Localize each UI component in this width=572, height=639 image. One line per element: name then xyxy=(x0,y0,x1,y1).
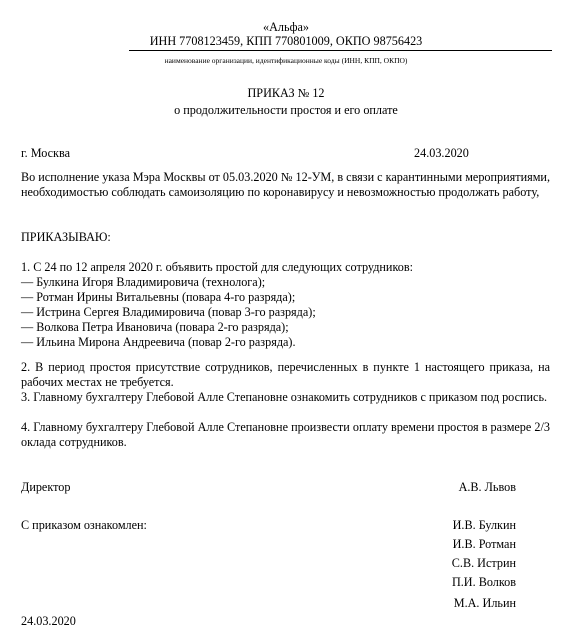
order-item-2: 2. В период простоя присутствие сотрудников, перечисленных в пункте 1 настоящего приказа, на рабочих местах не требуется. xyxy=(21,360,550,389)
signature-name: С.В. Истрин xyxy=(451,556,516,570)
order-title: ПРИКАЗ № 12 xyxy=(247,86,325,100)
director-name: А.В. Львов xyxy=(458,480,516,494)
order-item-4: 4. Главному бухгалтеру Глебовой Алле Степановне произвести оплату времени простоя в размере 2/3 оклада сотрудников. xyxy=(21,420,550,449)
signature-name: И.В. Ротман xyxy=(452,537,516,551)
org-name: «Альфа» xyxy=(263,20,309,34)
employee-item: — Истрина Сергея Владимировича (повар 3-го разряда); xyxy=(21,305,316,319)
employee-item: — Булкина Игоря Владимировича (технолога); xyxy=(21,275,266,289)
order-preamble: Во исполнение указа Мэра Москвы от 05.03.2020 № 12-УМ, в связи с карантинными мероприятиями, необходимостью соблюдать самоизоляцию по коронавирусу и невозможностью продолжать работу, xyxy=(21,170,550,199)
order-item-1: 1. С 24 по 12 апреля 2020 г. объявить простой для следующих сотрудников: xyxy=(21,260,413,274)
header-caption: наименование организации, идентификационные коды (ИНН, КПП, ОКПО) xyxy=(164,56,408,65)
order-item-3: 3. Главному бухгалтеру Глебовой Алле Степановне ознакомить сотрудников с приказом под роспись. xyxy=(21,390,548,404)
signature-name: И.В. Булкин xyxy=(452,518,516,532)
order-word: ПРИКАЗЫВАЮ: xyxy=(21,230,111,244)
employee-item: — Ильина Мирона Андреевича (повар 2-го разряда). xyxy=(21,335,296,349)
org-codes: ИНН 7708123459, КПП 770801009, ОКПО 98756423 xyxy=(149,34,423,48)
header-rule xyxy=(129,50,552,51)
order-subtitle: о продолжительности простоя и его оплате xyxy=(174,103,398,117)
director-label: Директор xyxy=(21,480,71,494)
signature-name: П.И. Волков xyxy=(451,575,516,589)
employee-item: — Ротман Ирины Витальевны (повара 4-го разряда); xyxy=(21,290,296,304)
employee-list xyxy=(21,275,316,350)
final-date: 24.03.2020 xyxy=(21,614,76,628)
signature-name: М.А. Ильин xyxy=(453,596,516,610)
acquainted-label: С приказом ознакомлен: xyxy=(21,518,147,532)
order-date: 24.03.2020 xyxy=(414,146,469,160)
employee-item: — Волкова Петра Ивановича (повара 2-го разряда); xyxy=(21,320,289,334)
order-city: г. Москва xyxy=(21,146,70,160)
